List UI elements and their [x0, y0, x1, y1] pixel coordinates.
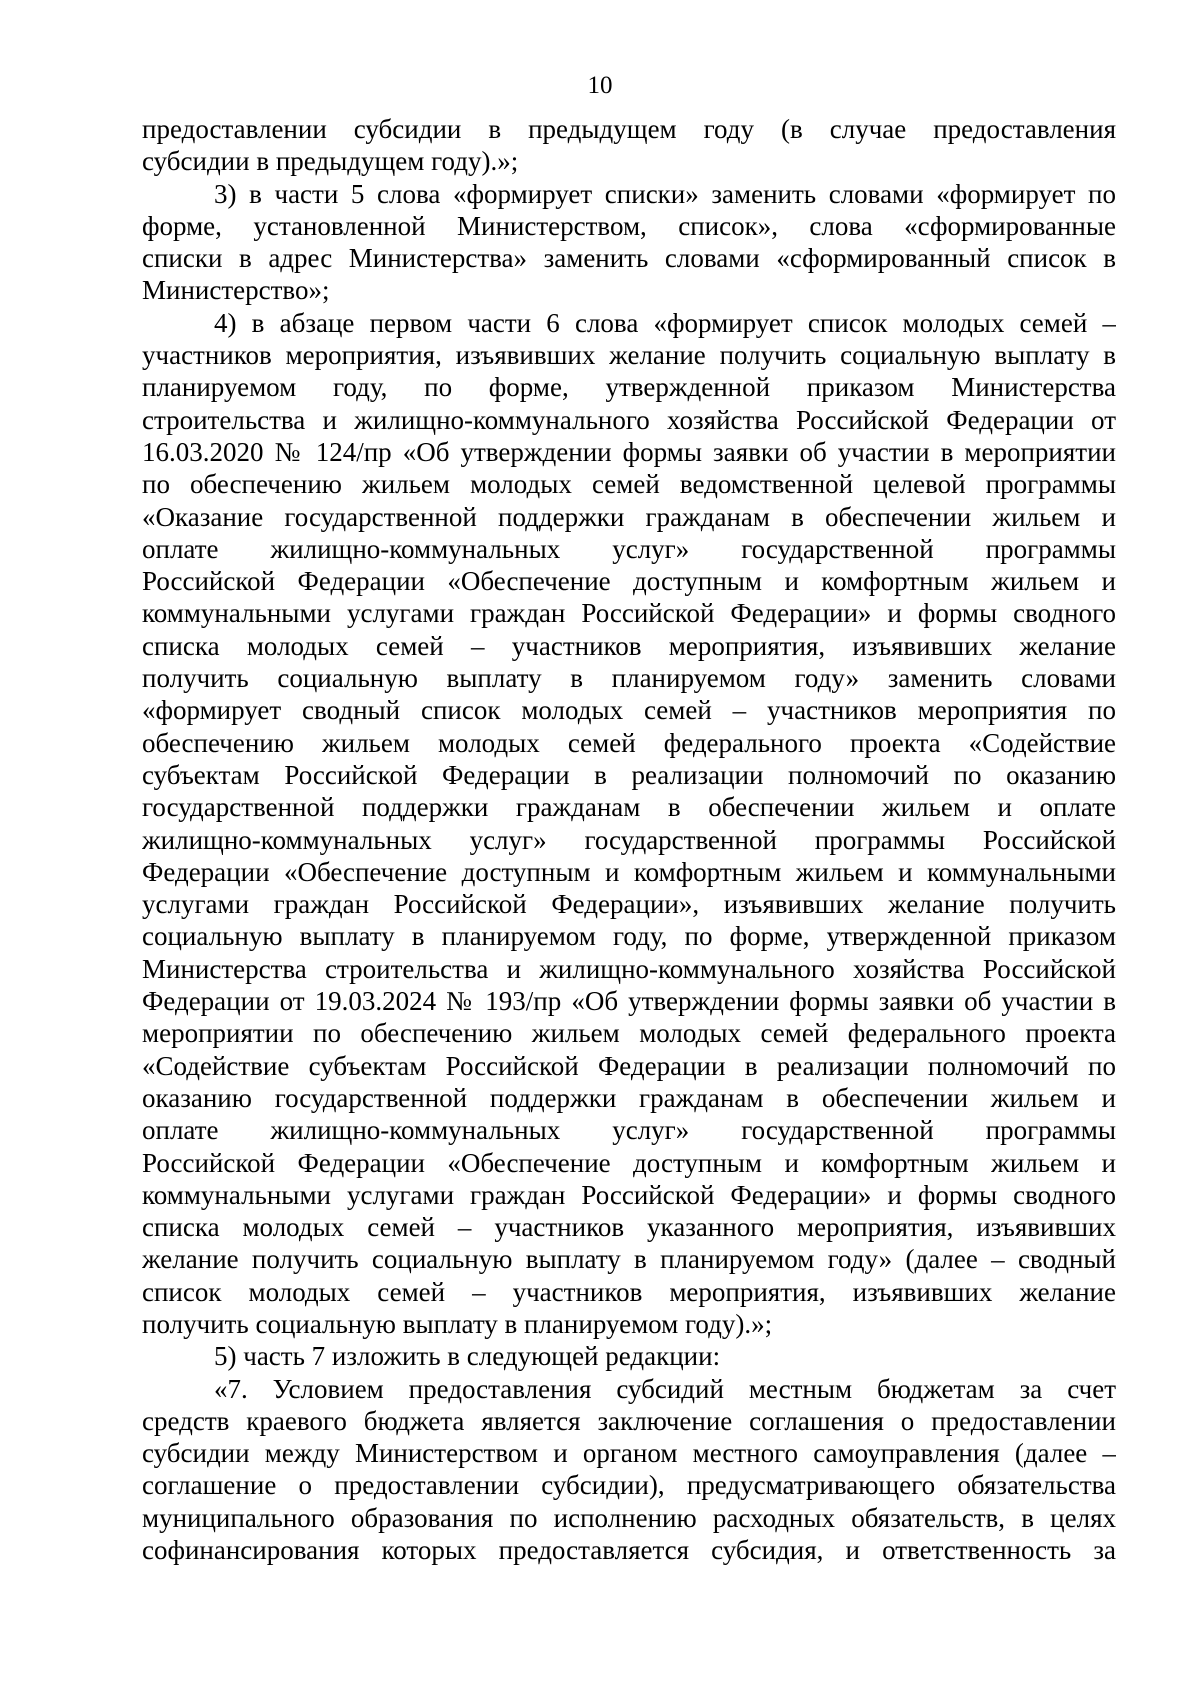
paragraph	[142, 1373, 1116, 1567]
paragraph	[142, 113, 1116, 178]
text-line: мероприятии по обеспечению жильем молодых семей федерального проекта	[142, 1018, 1116, 1049]
paragraph	[142, 178, 1116, 307]
text-line: участников мероприятия, изъявивших желание получить социальную выплату в	[142, 340, 1116, 371]
text-line: получить социальную выплату в планируемом году).»;	[142, 1308, 773, 1339]
text-line: жилищно-коммунальных услуг» государственной программы Российской	[142, 824, 1116, 855]
text-line: Федерации от 19.03.2024 № 193/пр «Об утверждении формы заявки об участии в	[142, 986, 1116, 1017]
text-line: планируемом году, по форме, утвержденной приказом Министерства	[142, 372, 1116, 403]
text-line: списки в адрес Министерства» заменить словами «сформированный список в	[142, 243, 1116, 274]
text-line: Федерации «Обеспечение доступным и комфортным жильем и коммунальными	[142, 856, 1116, 887]
paragraph	[142, 1340, 1116, 1372]
text-line: списка молодых семей – участников указанного мероприятия, изъявивших	[142, 1212, 1116, 1243]
text-line: строительства и жилищно-коммунального хозяйства Российской Федерации от	[142, 404, 1116, 435]
text-line: коммунальными услугами граждан Российской Федерации» и формы сводного	[142, 598, 1116, 629]
text-line: субсидии в предыдущем году).»;	[142, 146, 519, 177]
text-line: 5) часть 7 изложить в следующей редакции:	[214, 1341, 721, 1372]
text-line: 4) в абзаце первом части 6 слова «формирует список молодых семей –	[214, 307, 1116, 338]
text-line: желание получить социальную выплату в планируемом году» (далее – сводный	[142, 1244, 1116, 1275]
page-number: 10	[587, 72, 613, 99]
text-line: Российской Федерации «Обеспечение доступным и комфортным жильем и	[142, 566, 1116, 597]
text-line: 3) в части 5 слова «формирует списки» заменить словами «формирует по	[214, 178, 1116, 209]
document-body	[142, 113, 1116, 1566]
text-line: предоставлении субсидии в предыдущем году (в случае предоставления	[142, 114, 1116, 144]
text-line: по обеспечению жильем молодых семей ведомственной целевой программы	[142, 469, 1116, 500]
text-line: государственной поддержки гражданам в обеспечении жильем и оплате	[142, 792, 1116, 823]
text-line: субсидии между Министерством и органом местного самоуправления (далее –	[142, 1438, 1116, 1469]
text-line: соглашение о предоставлении субсидии), предусматривающего обязательства	[142, 1470, 1116, 1501]
text-line: субъектам Российской Федерации в реализации полномочий по оказанию	[142, 759, 1116, 790]
text-line: «формирует сводный список молодых семей – участников мероприятия по	[142, 695, 1116, 726]
text-line: форме, установленной Министерством, список», слова «сформированные	[142, 210, 1116, 241]
text-line: обеспечению жильем молодых семей федерального проекта «Содействие	[142, 727, 1116, 758]
text-line: получить социальную выплату в планируемом году» заменить словами	[142, 663, 1116, 694]
text-line: Российской Федерации «Обеспечение доступным и комфортным жильем и	[142, 1147, 1116, 1178]
text-line: списка молодых семей – участников мероприятия, изъявивших желание	[142, 630, 1116, 661]
text-line: Министерства строительства и жилищно-коммунального хозяйства Российской	[142, 953, 1116, 984]
text-line: социальную выплату в планируемом году, по форме, утвержденной приказом	[142, 921, 1116, 952]
text-line: «Содействие субъектам Российской Федерации в реализации полномочий по	[142, 1050, 1116, 1081]
text-line: коммунальными услугами граждан Российской Федерации» и формы сводного	[142, 1179, 1116, 1210]
text-line: средств краевого бюджета является заключение соглашения о предоставлении	[142, 1405, 1116, 1436]
text-line: софинансирования которых предоставляется субсидия, и ответственность за	[142, 1535, 1116, 1566]
text-line: муниципального образования по исполнению расходных обязательств, в целях	[142, 1502, 1116, 1533]
text-line: оплате жилищно-коммунальных услуг» государственной программы	[142, 1115, 1116, 1146]
text-line: оплате жилищно-коммунальных услуг» государственной программы	[142, 533, 1116, 564]
text-line: список молодых семей – участников мероприятия, изъявивших желание	[142, 1276, 1116, 1307]
paragraph	[142, 307, 1116, 1341]
text-line: «Оказание государственной поддержки гражданам в обеспечении жильем и	[142, 501, 1116, 532]
text-line: «7. Условием предоставления субсидий местным бюджетам за счет	[214, 1373, 1116, 1404]
text-line: услугами граждан Российской Федерации», изъявивших желание получить	[142, 889, 1116, 920]
text-line: 16.03.2020 № 124/пр «Об утверждении формы заявки об участии в мероприятии	[142, 436, 1116, 467]
text-line: Министерство»;	[142, 275, 330, 306]
text-line: оказанию государственной поддержки гражданам в обеспечении жильем и	[142, 1082, 1116, 1113]
